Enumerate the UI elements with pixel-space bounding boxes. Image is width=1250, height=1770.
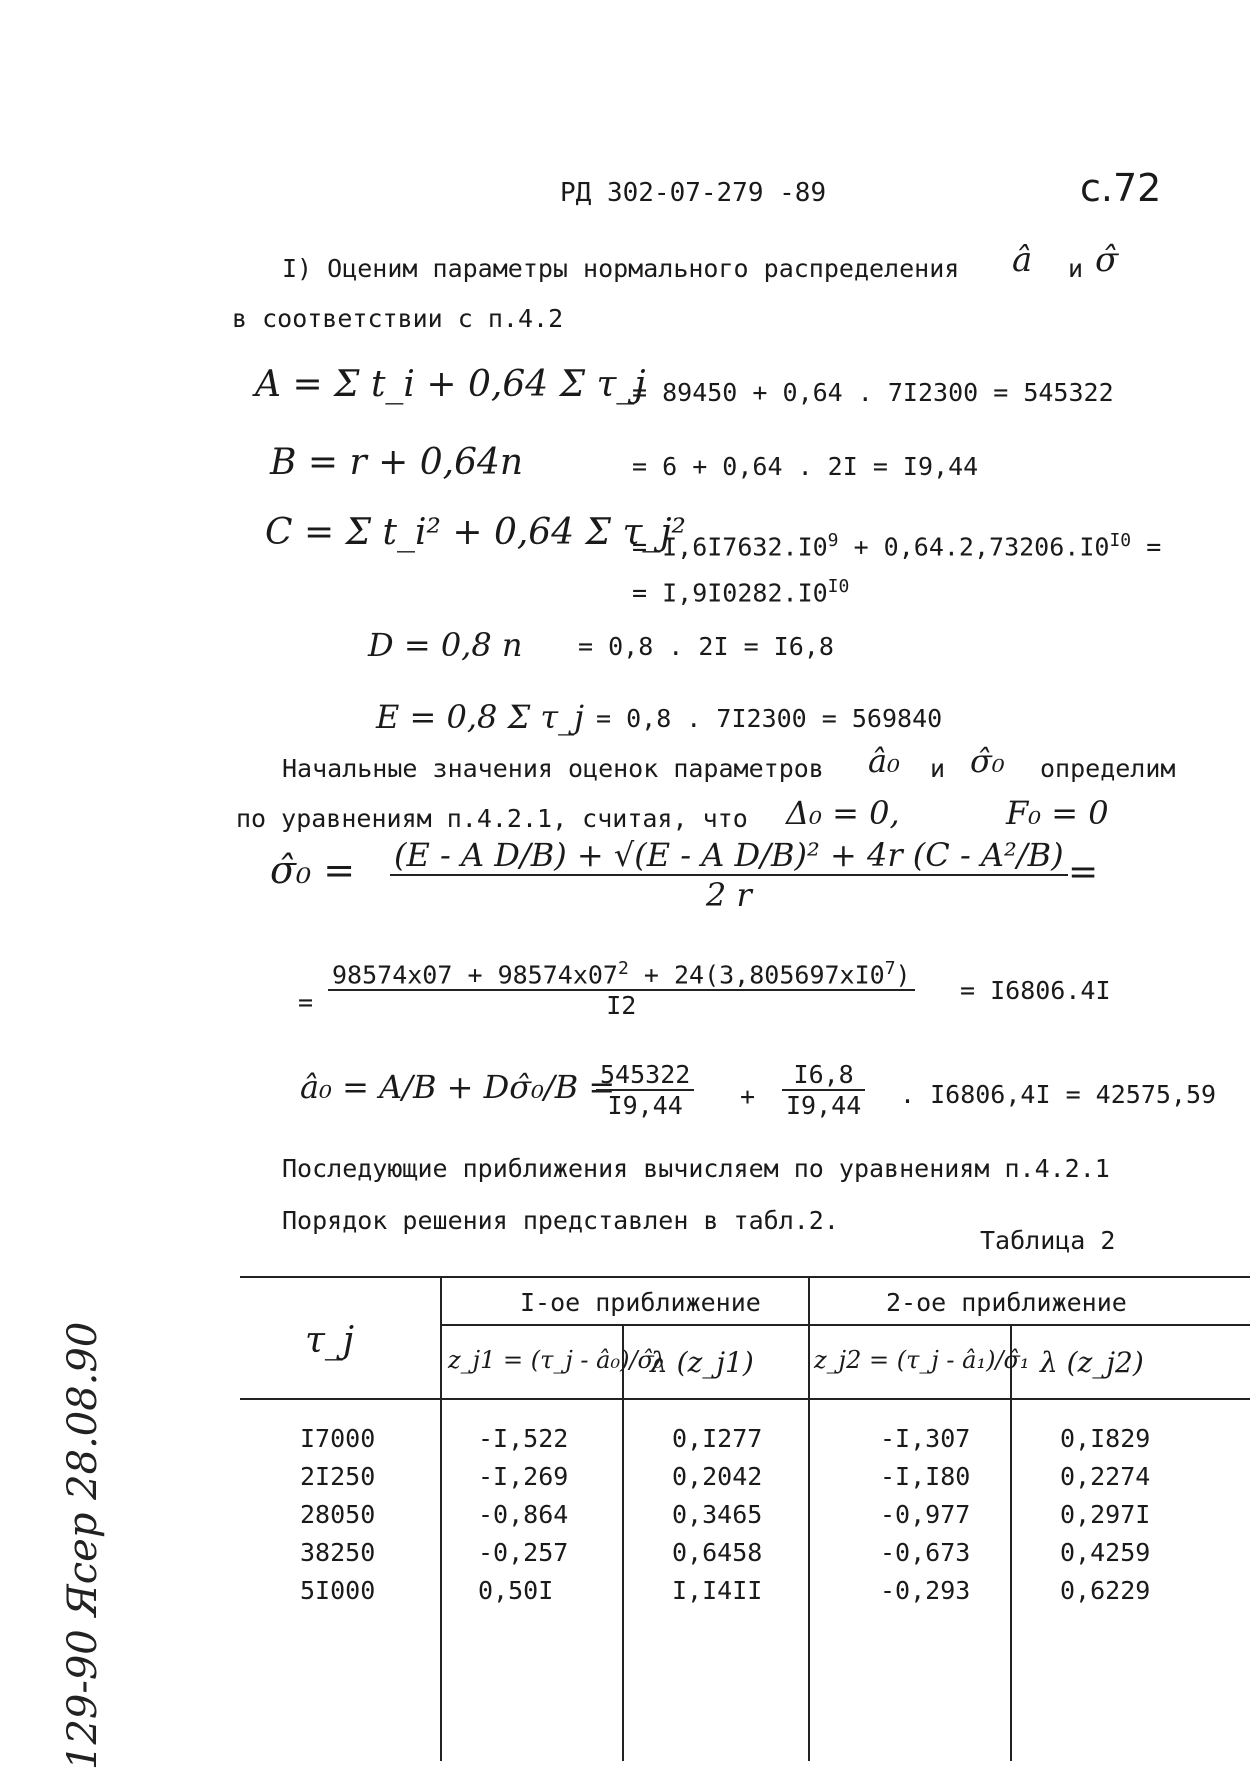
table-cell: -I,307 (880, 1424, 971, 1453)
table-vline-2 (622, 1324, 624, 1761)
table-cell: 0,3465 (672, 1500, 763, 1529)
eq-c-rhs2-exp: I0 (827, 576, 850, 597)
table-cell: 0,2042 (672, 1462, 763, 1491)
document-code: РД 302-07-279 -89 (560, 178, 827, 208)
s0b-num-b: + 24(3,805697xI0 (628, 960, 885, 990)
table-header-bottom-line (240, 1398, 1250, 1400)
eq-b-rhs: = 6 + 0,64 . 2I = I9,44 (632, 452, 979, 481)
estimate-sigma-symbol: σ̂ (1095, 240, 1119, 280)
table-sub-lambda2: λ (z_j2) (1040, 1346, 1144, 1379)
para2-line1b: определим (1040, 754, 1176, 783)
table-cell: -0,673 (880, 1538, 971, 1567)
table-caption: Таблица 2 (980, 1226, 1116, 1255)
para3-line1: Последующие приближения вычисляем по уравнениям п.4.2.1 (282, 1154, 1110, 1183)
s0b-denominator: I2 (606, 991, 637, 1021)
table-cell: 0,I829 (1060, 1424, 1151, 1453)
eq-c-rhs2 (632, 576, 849, 607)
para2-line2a: по уравнениям п.4.2.1, считая, что (236, 804, 748, 833)
para2-and: и (930, 754, 946, 783)
eq-d-rhs: = 0,8 . 2I = I6,8 (578, 632, 834, 661)
eq-c-rhs-end: = (1131, 532, 1162, 562)
table-sub-lambda1: λ (z_j1) (650, 1346, 754, 1379)
table-cell: I,I4II (672, 1576, 763, 1605)
table-group1: I-ое приближение (520, 1288, 761, 1317)
s0b-result: = I6806.4I (960, 976, 1111, 1005)
table-sub-z2: z_j2 = (τ_j - â₁)/σ̂₁ (814, 1346, 1030, 1374)
para1-line2: в соответствии с п.4.2 (232, 304, 564, 333)
eq-c-rhs (632, 530, 1161, 561)
s0-denominator: 2 r (705, 876, 752, 914)
a0-plus: + (740, 1082, 756, 1111)
table-cell: 0,50I (478, 1576, 554, 1605)
a0-f2-den: I9,44 (786, 1091, 862, 1120)
para2-line1a: Начальные значения оценок параметров (282, 754, 824, 783)
table-cell: 0,297I (1060, 1500, 1151, 1529)
eq-c-lhs: C = Σ t_i² + 0,64 Σ τ_j² (265, 512, 686, 553)
table-col-tau: τ_j (305, 1320, 355, 1361)
s0b-fraction (328, 958, 915, 1020)
table-top-line (240, 1276, 1250, 1278)
s0-eq-sign: = (1068, 852, 1099, 893)
table-group2: 2-ое приближение (886, 1288, 1127, 1317)
eq-c-rhs-exp2: I0 (1109, 530, 1132, 551)
s0b-frac (328, 958, 915, 1020)
s0b-numerator (328, 958, 915, 991)
margin-handwritten-note: 129-90 Ясер 28.08.90 (60, 1321, 106, 1770)
s0b-num-a: 98574x07 + 98574x07 (332, 960, 618, 990)
eq-a-lhs: A = Σ t_i + 0,64 Σ τ_j (255, 364, 646, 405)
table-cell: 38250 (300, 1538, 376, 1567)
eq-c-rhs-mid: + 0,64.2,73206.I0 (838, 532, 1110, 562)
table-cell: -I,522 (478, 1424, 569, 1453)
s0-lhs: σ̂₀ = (270, 848, 356, 892)
table-sub-z1: z_j1 = (τ_j - â₀)/σ̂₀ (448, 1346, 664, 1374)
table-cell: 0,6229 (1060, 1576, 1151, 1605)
a0-frac1-box (596, 1060, 694, 1120)
s0-frac (390, 836, 1068, 914)
a0-rest: . I6806,4I = 42575,59 (900, 1080, 1217, 1109)
s0b-pre: = (298, 988, 314, 1017)
table-group-line (440, 1324, 1250, 1326)
delta-condition: Δ₀ = 0, (786, 794, 900, 832)
a0-frac1 (596, 1060, 694, 1120)
eq-e-lhs: E = 0,8 Σ τ_j (376, 698, 584, 736)
eq-a-rhs: = 89450 + 0,64 . 7I2300 = 545322 (632, 378, 1114, 407)
eq-b-lhs: B = r + 0,64n (270, 442, 524, 483)
s0-numerator: (E - A D/B) + √(E - A D/B)² + 4r (C - A²/B) (390, 836, 1068, 876)
table-cell: 0,I277 (672, 1424, 763, 1453)
a0-f1-den: I9,44 (607, 1091, 683, 1120)
a0-f2-num: I6,8 (782, 1060, 865, 1091)
s0b-num-exp2: 7 (884, 958, 896, 979)
table-cell: -0,977 (880, 1500, 971, 1529)
a0-symbol: â₀ (868, 742, 900, 780)
table-vline-3 (808, 1276, 810, 1761)
para1-line1: I) Оценим параметры нормального распределения (282, 254, 960, 283)
para1-and: и (1068, 254, 1084, 283)
s0b-num-exp: 2 (617, 958, 629, 979)
page-number: с.72 (1080, 166, 1162, 210)
table-vline-1 (440, 1276, 442, 1761)
eq-c-rhs-exp: 9 (827, 530, 839, 551)
eq-d-lhs: D = 0,8 n (368, 626, 523, 664)
table-cell: -0,257 (478, 1538, 569, 1567)
table-cell: 0,4259 (1060, 1538, 1151, 1567)
a0-f1-num: 545322 (596, 1060, 694, 1091)
table-cell: 0,2274 (1060, 1462, 1151, 1491)
eq-c-rhs2-text: = I,9I0282.I0 (632, 578, 828, 608)
para3-line2: Порядок решения представлен в табл.2. (282, 1206, 839, 1235)
table-cell: 5I000 (300, 1576, 376, 1605)
table-cell: I7000 (300, 1424, 376, 1453)
table-vline-4 (1010, 1324, 1012, 1761)
table-cell: -0,864 (478, 1500, 569, 1529)
a0-frac2-box (782, 1060, 865, 1120)
table-cell: 2I250 (300, 1462, 376, 1491)
s0b-num-end: ) (895, 960, 911, 990)
s0-fraction (390, 836, 1068, 914)
table-cell: -I,I80 (880, 1462, 971, 1491)
table-cell: -I,269 (478, 1462, 569, 1491)
table-cell: 28050 (300, 1500, 376, 1529)
eq-c-rhs-text: = I,6I7632.I0 (632, 532, 828, 562)
f-condition: F₀ = 0 (1006, 794, 1109, 832)
eq-e-rhs: = 0,8 . 7I2300 = 569840 (596, 704, 943, 733)
estimate-a-symbol: â (1012, 240, 1033, 280)
a0-lhs: â₀ = A/B + Dσ̂₀/B = (300, 1068, 616, 1106)
a0-frac2 (782, 1060, 865, 1120)
table-cell: -0,293 (880, 1576, 971, 1605)
s0-symbol: σ̂₀ (970, 742, 1005, 780)
table-cell: 0,6458 (672, 1538, 763, 1567)
